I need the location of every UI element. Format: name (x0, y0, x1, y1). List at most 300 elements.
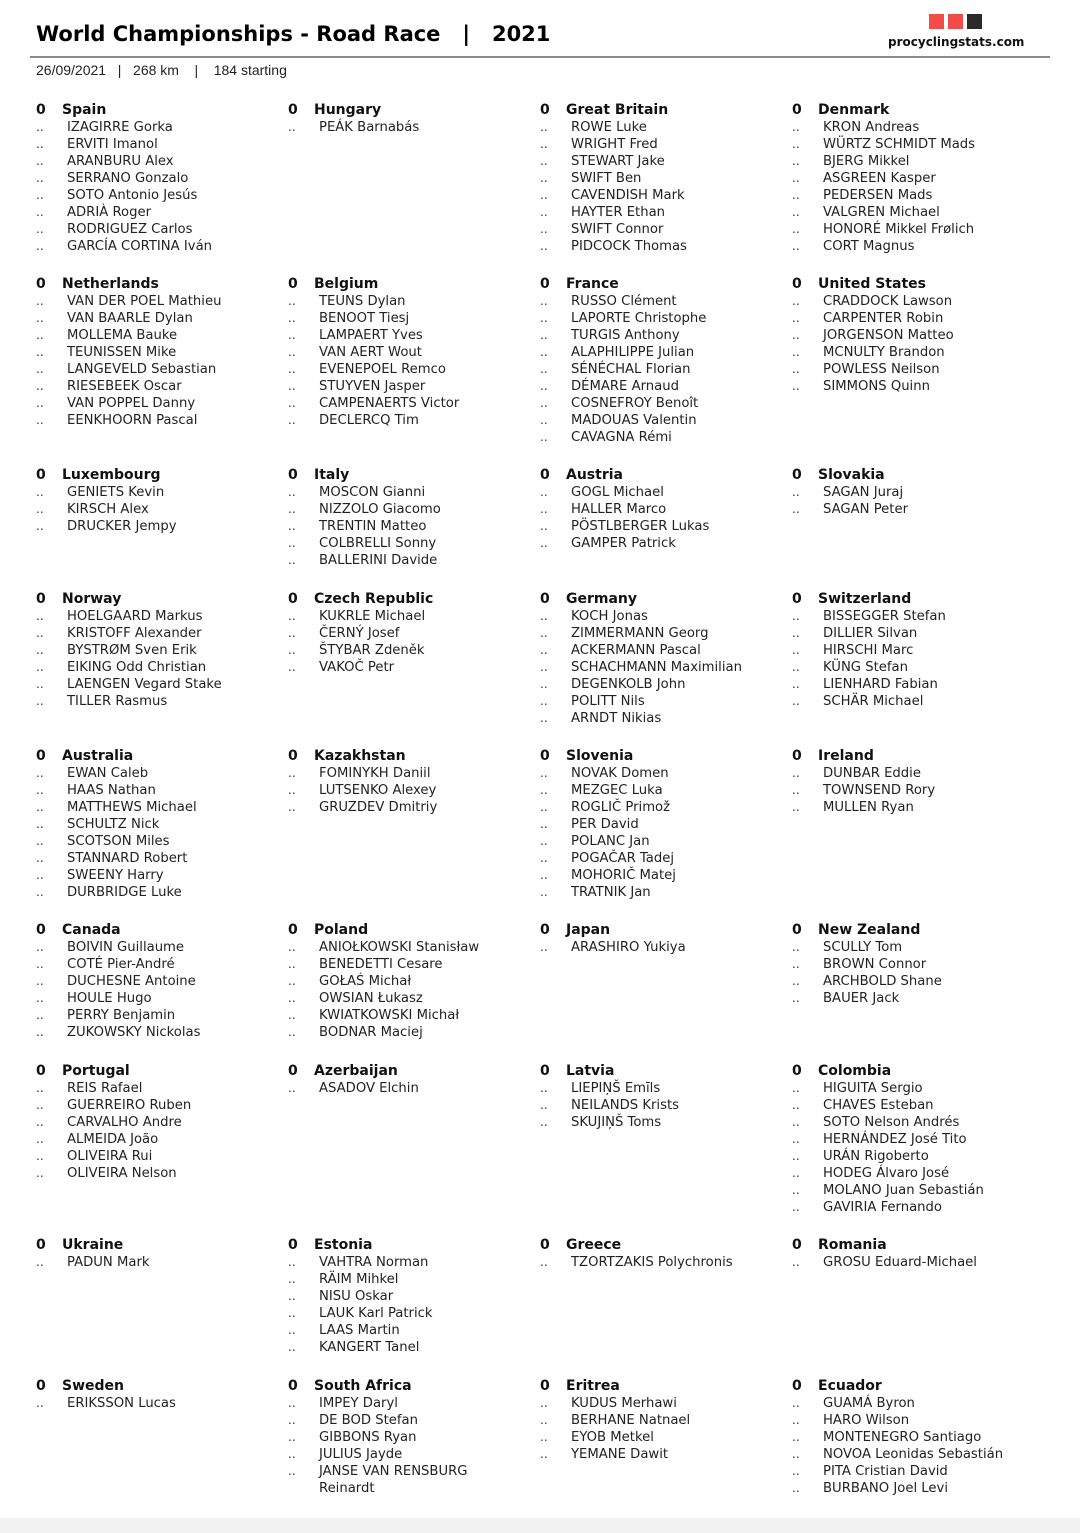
rider-name[interactable]: HAYTER Ethan (571, 205, 666, 220)
rider-position: .. (792, 345, 800, 359)
rider-name[interactable]: SCULLY Tom (823, 940, 903, 955)
rider-name[interactable]: RODRIGUEZ Carlos (67, 222, 193, 237)
rider-position: .. (540, 834, 548, 848)
rider-name[interactable]: CAVENDISH Mark (571, 188, 685, 203)
rider-name[interactable]: ALAPHILIPPE Julian (571, 345, 695, 360)
rider-name[interactable]: ADRIÀ Roger (67, 205, 151, 220)
rider-position: .. (288, 502, 296, 516)
rider-name[interactable]: CARVALHO Andre (67, 1115, 182, 1130)
rider-name[interactable]: RÄIM Mihkel (319, 1272, 399, 1287)
rider-name[interactable]: ZUKOWSKY Nickolas (67, 1025, 201, 1040)
rider-name[interactable]: LIEPIŅŠ Emīls (571, 1081, 661, 1096)
rider-name[interactable]: HODEG Álvaro José (823, 1166, 950, 1181)
rider-row (540, 136, 785, 153)
rider-position: .. (792, 1255, 800, 1269)
team-name[interactable]: Romania (818, 1237, 887, 1253)
rider-name[interactable]: HONORÉ Mikkel Frølich (823, 222, 975, 237)
rider-row (792, 327, 1037, 344)
rider-name[interactable]: ACKERMANN Pascal (571, 643, 701, 658)
rider-name[interactable]: LAAS Martin (319, 1323, 400, 1338)
team-name[interactable]: Eritrea (566, 1378, 620, 1394)
rider-name[interactable]: URÁN Rigoberto (823, 1149, 929, 1164)
team-name[interactable]: Denmark (818, 102, 890, 118)
rider-name[interactable]: BJERG Mikkel (823, 154, 910, 169)
rider-row (792, 1114, 1037, 1131)
team-points: 0 (36, 1378, 46, 1394)
team-header (288, 275, 533, 293)
header-divider (30, 56, 1050, 58)
rider-name[interactable]: SERRANO Gonzalo (67, 171, 189, 186)
site-logo[interactable] (888, 14, 1023, 49)
rider-name[interactable]: TEUNS Dylan (319, 294, 406, 309)
rider-position: .. (792, 1132, 800, 1146)
rider-name[interactable]: HIRSCHI Marc (823, 643, 914, 658)
rider-position: .. (36, 1098, 44, 1112)
rider-name[interactable]: BERHANE Natnael (571, 1413, 691, 1428)
team-name[interactable]: France (566, 276, 619, 292)
rider-name[interactable]: VAN BAARLE Dylan (67, 311, 193, 326)
team-name[interactable]: Colombia (818, 1063, 892, 1079)
rider-name[interactable]: ARCHBOLD Shane (823, 974, 942, 989)
rider-name[interactable]: MOHORIČ Matej (571, 868, 676, 883)
rider-row (36, 187, 281, 204)
rider-name[interactable]: GOGL Michael (571, 485, 664, 500)
rider-name[interactable]: BYSTRØM Sven Erik (67, 643, 197, 658)
rider-row (540, 361, 785, 378)
team-points: 0 (36, 1063, 46, 1079)
rider-name[interactable]: HAAS Nathan (67, 783, 156, 798)
rider-name[interactable]: GOŁAŚ Michał (319, 974, 412, 989)
rider-position: .. (288, 362, 296, 376)
rider-position: .. (792, 991, 800, 1005)
rider-name[interactable]: JULIUS Jayde (319, 1447, 403, 1462)
rider-name[interactable]: BISSEGGER Stefan (823, 609, 946, 624)
rider-name[interactable]: HIGUITA Sergio (823, 1081, 923, 1096)
team-name[interactable]: Great Britain (566, 102, 669, 118)
rider-name[interactable]: MOLANO Juan Sebastián (823, 1183, 984, 1198)
rider-name[interactable]: VAN DER POEL Mathieu (67, 294, 222, 309)
rider-name[interactable]: STEWART Jake (571, 154, 665, 169)
rider-position: .. (36, 1255, 44, 1269)
rider-position: .. (36, 1132, 44, 1146)
rider-name[interactable]: KIRSCH Alex (67, 502, 149, 517)
rider-row (288, 378, 533, 395)
rider-name[interactable]: SCHACHMANN Maximilian (571, 660, 742, 675)
rider-row (792, 1165, 1037, 1182)
rider-name[interactable]: GUAMÁ Byron (823, 1396, 915, 1411)
rider-position: .. (540, 800, 548, 814)
rider-name[interactable]: SOTO Antonio Jesús (67, 188, 198, 203)
rider-row (792, 782, 1037, 799)
rider-name[interactable]: LIENHARD Fabian (823, 677, 938, 692)
rider-name[interactable]: BROWN Connor (823, 957, 927, 972)
rider-name[interactable]: DUCHESNE Antoine (67, 974, 196, 989)
rider-row (288, 799, 533, 816)
rider-name[interactable]: KANGERT Tanel (319, 1340, 420, 1355)
team-name[interactable]: Kazakhstan (314, 748, 406, 764)
team-name[interactable]: Slovakia (818, 467, 885, 483)
rider-name[interactable]: KRISTOFF Alexander (67, 626, 202, 641)
rider-name[interactable]: NISU Oskar (319, 1289, 394, 1304)
rider-name[interactable]: SCOTSON Miles (67, 834, 170, 849)
team-name[interactable]: Norway (62, 591, 122, 607)
rider-name[interactable]: POWLESS Neilson (823, 362, 940, 377)
logo-text: procyclingstats.com (888, 35, 1025, 49)
team-block (36, 921, 281, 1041)
team-name[interactable]: Switzerland (818, 591, 912, 607)
rider-name[interactable]: OWSIAN Łukasz (319, 991, 423, 1006)
rider-name[interactable]: VALGREN Michael (823, 205, 940, 220)
rider-name[interactable]: DURBRIDGE Luke (67, 885, 182, 900)
rider-name[interactable]: KRON Andreas (823, 120, 920, 135)
rider-name[interactable]: SKUJIŅŠ Toms (571, 1115, 662, 1130)
rider-name[interactable]: ARANBURU Alex (67, 154, 174, 169)
rider-name[interactable]: LAPORTE Christophe (571, 311, 707, 326)
rider-name[interactable]: ARASHIRO Yukiya (571, 940, 686, 955)
rider-name[interactable]: KÜNG Stefan (823, 660, 908, 675)
rider-name[interactable]: BURBANO Joel Levi (823, 1481, 948, 1496)
rider-name[interactable]: POLITT Nils (571, 694, 645, 709)
rider-name[interactable]: EENKHOORN Pascal (67, 413, 198, 428)
rider-name[interactable]: SOTO Nelson Andrés (823, 1115, 960, 1130)
rider-name[interactable]: DEGENKOLB John (571, 677, 686, 692)
rider-position: .. (36, 783, 44, 797)
rider-name[interactable]: ASGREEN Kasper (823, 171, 936, 186)
team-points: 0 (792, 748, 802, 764)
rider-name[interactable]: COLBRELLI Sonny (319, 536, 437, 551)
rider-row (36, 484, 281, 501)
rider-name[interactable]: COTÉ Pier-André (67, 957, 175, 972)
rider-name[interactable]: STUYVEN Jasper (319, 379, 426, 394)
rider-row (36, 310, 281, 327)
rider-name[interactable]: PADUN Mark (67, 1255, 150, 1270)
rider-row (540, 310, 785, 327)
rider-position: .. (288, 1306, 296, 1320)
team-name[interactable]: Belgium (314, 276, 379, 292)
team-name[interactable]: Ireland (818, 748, 874, 764)
rider-row (792, 344, 1037, 361)
team-points: 0 (792, 1378, 802, 1394)
rider-name[interactable]: ČERNÝ Josef (319, 626, 400, 641)
rider-name[interactable]: TRATNIK Jan (571, 885, 651, 900)
rider-name[interactable]: BOIVIN Guillaume (67, 940, 185, 955)
rider-name[interactable]: EWAN Caleb (67, 766, 149, 781)
team-name[interactable]: Spain (62, 102, 107, 118)
rider-name[interactable]: TURGIS Anthony (571, 328, 680, 343)
team-name[interactable]: Czech Republic (314, 591, 434, 607)
rider-position: .. (288, 536, 296, 550)
rider-name[interactable]: ASADOV Elchin (319, 1081, 419, 1096)
rider-name[interactable]: PEÁK Barnabás (319, 120, 420, 135)
rider-position: .. (540, 430, 548, 444)
rider-name[interactable]: BENOOT Tiesj (319, 311, 410, 326)
team-points: 0 (36, 748, 46, 764)
team-name[interactable]: Slovenia (566, 748, 634, 764)
rider-row (36, 327, 281, 344)
team-block (540, 1062, 785, 1131)
rider-position: .. (288, 1255, 296, 1269)
rider-row (36, 1007, 281, 1024)
rider-name[interactable]: CARPENTER Robin (823, 311, 944, 326)
rider-name[interactable]: ERIKSSON Lucas (67, 1396, 176, 1411)
rider-name[interactable]: GRUZDEV Dmitriy (319, 800, 438, 815)
rider-position: .. (540, 660, 548, 674)
rider-name[interactable]: DRUCKER Jempy (67, 519, 177, 534)
rider-name[interactable]: IMPEY Daryl (319, 1396, 398, 1411)
rider-name[interactable]: DE BOD Stefan (319, 1413, 418, 1428)
rider-name[interactable]: TRENTIN Matteo (319, 519, 427, 534)
rider-name[interactable]: POLANC Jan (571, 834, 650, 849)
rider-position: .. (36, 137, 44, 151)
rider-name[interactable]: SÉNÉCHAL Florian (571, 362, 691, 377)
rider-position: .. (540, 1396, 548, 1410)
rider-name[interactable]: IZAGIRRE Gorka (67, 120, 173, 135)
rider-name[interactable]: DUNBAR Eddie (823, 766, 921, 781)
rider-row (36, 1024, 281, 1041)
rider-name[interactable]: PEDERSEN Mads (823, 188, 933, 203)
rider-position: .. (36, 643, 44, 657)
rider-name[interactable]: OLIVEIRA Nelson (67, 1166, 177, 1181)
rider-position: .. (36, 311, 44, 325)
team-name[interactable]: United States (818, 276, 926, 292)
rider-name[interactable]: CRADDOCK Lawson (823, 294, 953, 309)
rider-name[interactable]: ŠTYBAR Zdeněk (319, 643, 425, 658)
rider-name[interactable]: HOULE Hugo (67, 991, 152, 1006)
team-name[interactable]: Australia (62, 748, 134, 764)
rider-name[interactable]: SCHÄR Michael (823, 694, 924, 709)
rider-position: .. (36, 1166, 44, 1180)
rider-row (36, 782, 281, 799)
rider-name[interactable]: FOMINYKH Daniil (319, 766, 431, 781)
rider-position: .. (540, 205, 548, 219)
rider-name[interactable]: SWEENY Harry (67, 868, 164, 883)
rider-row (288, 361, 533, 378)
rider-name[interactable]: EIKING Odd Christian (67, 660, 207, 675)
rider-name[interactable]: GAVIRIA Fernando (823, 1200, 942, 1215)
rider-name[interactable]: NEILANDS Krists (571, 1098, 679, 1113)
rider-name[interactable]: JORGENSON Matteo (823, 328, 954, 343)
rider-row (540, 1395, 785, 1412)
rider-name[interactable]: CAVAGNA Rémi (571, 430, 672, 445)
rider-name[interactable]: BALLERINI Davide (319, 553, 438, 568)
rider-name[interactable]: PIDCOCK Thomas (571, 239, 687, 254)
rider-name[interactable]: GAMPER Patrick (571, 536, 676, 551)
rider-name[interactable]: VAKOČ Petr (319, 660, 395, 675)
rider-name[interactable]: DILLIER Silvan (823, 626, 918, 641)
rider-name[interactable]: TZORTZAKIS Polychronis (571, 1255, 733, 1270)
rider-name[interactable]: MADOUAS Valentin (571, 413, 697, 428)
team-name[interactable]: Austria (566, 467, 623, 483)
team-block (36, 466, 281, 535)
team-name[interactable]: New Zealand (818, 922, 921, 938)
rider-name[interactable]: ROWE Luke (571, 120, 647, 135)
rider-row (288, 1080, 533, 1097)
rider-position: .. (540, 536, 548, 550)
rider-name[interactable]: LAUK Karl Patrick (319, 1306, 433, 1321)
team-name[interactable]: Netherlands (62, 276, 159, 292)
rider-row (792, 642, 1037, 659)
rider-name[interactable]: LAMPAERT Yves (319, 328, 423, 343)
team-name[interactable]: Poland (314, 922, 369, 938)
rider-name[interactable]: SIMMONS Quinn (823, 379, 930, 394)
rider-row (792, 310, 1037, 327)
rider-name[interactable]: BENEDETTI Cesare (319, 957, 443, 972)
rider-name[interactable]: WRIGHT Fred (571, 137, 658, 152)
rider-name[interactable]: TOWNSEND Rory (823, 783, 936, 798)
rider-name[interactable]: ZIMMERMANN Georg (571, 626, 709, 641)
rider-name[interactable]: MCNULTY Brandon (823, 345, 945, 360)
rider-name[interactable]: TILLER Rasmus (67, 694, 168, 709)
team-name[interactable]: Luxembourg (62, 467, 161, 483)
rider-name[interactable]: GENIETS Kevin (67, 485, 165, 500)
team-points: 0 (792, 922, 802, 938)
rider-row (36, 608, 281, 625)
team-header (540, 275, 785, 293)
rider-name[interactable]: CHAVES Esteban (823, 1098, 934, 1113)
team-name[interactable]: Hungary (314, 102, 382, 118)
rider-row (792, 1429, 1037, 1446)
rider-name[interactable]: GUERREIRO Ruben (67, 1098, 192, 1113)
rider-position: .. (540, 766, 548, 780)
rider-position: .. (288, 609, 296, 623)
rider-name[interactable]: PITA Cristian David (823, 1464, 948, 1479)
rider-name[interactable]: MONTENEGRO Santiago (823, 1430, 982, 1445)
rider-name[interactable]: JANSE VAN RENSBURG Reinardt (319, 1464, 468, 1496)
rider-row (540, 344, 785, 361)
rider-position: .. (288, 485, 296, 499)
rider-name[interactable]: EYOB Metkel (571, 1430, 654, 1445)
rider-name[interactable]: OLIVEIRA Rui (67, 1149, 153, 1164)
rider-name[interactable]: MOLLEMA Bauke (67, 328, 178, 343)
rider-name[interactable]: GARCÍA CORTINA Iván (67, 239, 213, 254)
rider-name[interactable]: VAHTRA Norman (319, 1255, 429, 1270)
team-block (792, 1377, 1037, 1497)
team-name[interactable]: Ukraine (62, 1237, 124, 1253)
rider-name[interactable]: MOSCON Gianni (319, 485, 426, 500)
team-name[interactable]: Germany (566, 591, 638, 607)
team-name[interactable]: Japan (566, 922, 611, 938)
rider-name[interactable]: LUTSENKO Alexey (319, 783, 437, 798)
rider-name[interactable]: BAUER Jack (823, 991, 900, 1006)
rider-name[interactable]: EVENEPOEL Remco (319, 362, 446, 377)
rider-name[interactable]: KOCH Jonas (571, 609, 648, 624)
rider-name[interactable]: MEZGEC Luka (571, 783, 663, 798)
rider-row (540, 867, 785, 884)
rider-name[interactable]: COSNEFROY Benoît (571, 396, 699, 411)
rider-name[interactable]: HARO Wilson (823, 1413, 910, 1428)
rider-name[interactable]: NOVOA Leonidas Sebastián (823, 1447, 1004, 1462)
rider-name[interactable]: DÉMARE Arnaud (571, 379, 679, 394)
rider-name[interactable]: GROSU Eduard-Michael (823, 1255, 977, 1270)
rider-name[interactable]: MULLEN Ryan (823, 800, 914, 815)
rider-row (540, 799, 785, 816)
rider-name[interactable]: MATTHEWS Michael (67, 800, 197, 815)
rider-name[interactable]: SWIFT Connor (571, 222, 664, 237)
rider-name[interactable]: SAGAN Juraj (823, 485, 904, 500)
rider-name[interactable]: SCHULTZ Nick (67, 817, 160, 832)
rider-name[interactable]: ROGLIČ Primož (571, 800, 671, 815)
rider-row (540, 429, 785, 446)
rider-name[interactable]: HALLER Marco (571, 502, 667, 517)
rider-row (540, 153, 785, 170)
rider-name[interactable]: LAENGEN Vegard Stake (67, 677, 222, 692)
rider-name[interactable]: VAN AERT Wout (319, 345, 422, 360)
rider-name[interactable]: CAMPENAERTS Victor (319, 396, 460, 411)
rider-name[interactable]: RUSSO Clément (571, 294, 677, 309)
rider-position: .. (792, 766, 800, 780)
rider-name[interactable]: NIZZOLO Giacomo (319, 502, 441, 517)
rider-name[interactable]: LANGEVELD Sebastian (67, 362, 217, 377)
rider-name[interactable]: ERVITI Imanol (67, 137, 158, 152)
team-name[interactable]: Ecuador (818, 1378, 882, 1394)
team-name[interactable]: Portugal (62, 1063, 130, 1079)
rider-name[interactable]: ALMEIDA João (67, 1132, 159, 1147)
rider-name[interactable]: ARNDT Nikias (571, 711, 662, 726)
rider-name[interactable]: WÜRTZ SCHMIDT Mads (823, 137, 976, 152)
team-block (288, 921, 533, 1041)
rider-position: .. (792, 609, 800, 623)
team-name[interactable]: Estonia (314, 1237, 373, 1253)
rider-row (792, 1080, 1037, 1097)
rider-name[interactable]: YEMANE Dawit (571, 1447, 669, 1462)
team-block (540, 101, 785, 255)
rider-position: .. (792, 800, 800, 814)
rider-name[interactable]: PÖSTLBERGER Lukas (571, 519, 710, 534)
team-points: 0 (540, 748, 550, 764)
rider-name[interactable]: NOVAK Domen (571, 766, 669, 781)
rider-name[interactable]: VAN POPPEL Danny (67, 396, 196, 411)
rider-name[interactable]: BODNAR Maciej (319, 1025, 423, 1040)
rider-name[interactable]: HOELGAARD Markus (67, 609, 203, 624)
team-name[interactable]: Canada (62, 922, 121, 938)
rider-position: .. (288, 1008, 296, 1022)
rider-name[interactable]: KUKRLE Michael (319, 609, 426, 624)
rider-name[interactable]: DECLERCQ Tim (319, 413, 419, 428)
rider-name[interactable]: TEUNISSEN Mike (67, 345, 177, 360)
team-name[interactable]: Azerbaijan (314, 1063, 398, 1079)
rider-position: .. (288, 1081, 296, 1095)
rider-row (36, 412, 281, 429)
rider-name[interactable]: REIS Rafael (67, 1081, 143, 1096)
rider-name[interactable]: CORT Magnus (823, 239, 915, 254)
rider-name[interactable]: PER David (571, 817, 639, 832)
rider-name[interactable]: POGAČAR Tadej (571, 851, 675, 866)
rider-position: .. (288, 660, 296, 674)
team-points: 0 (792, 1063, 802, 1079)
rider-row (540, 1254, 785, 1271)
rider-name[interactable]: GIBBONS Ryan (319, 1430, 417, 1445)
team-name[interactable]: Sweden (62, 1378, 124, 1394)
rider-name[interactable]: HERNÁNDEZ José Tito (823, 1132, 967, 1147)
team-name[interactable]: Latvia (566, 1063, 615, 1079)
rider-name[interactable]: STANNARD Robert (67, 851, 188, 866)
rider-row (36, 1114, 281, 1131)
team-header (792, 747, 1037, 765)
team-block (36, 747, 281, 901)
rider-name[interactable]: PERRY Benjamin (67, 1008, 176, 1023)
rider-row (792, 693, 1037, 710)
rider-name[interactable]: RIESEBEEK Oscar (67, 379, 182, 394)
rider-name[interactable]: SWIFT Ben (571, 171, 642, 186)
rider-name[interactable]: SAGAN Peter (823, 502, 909, 517)
rider-name[interactable]: KWIATKOWSKI Michał (319, 1008, 460, 1023)
rider-name[interactable]: ANIOŁKOWSKI Stanisław (319, 940, 480, 955)
team-name[interactable]: South Africa (314, 1378, 412, 1394)
team-name[interactable]: Greece (566, 1237, 622, 1253)
rider-name[interactable]: KUDUS Merhawi (571, 1396, 677, 1411)
rider-position: .. (540, 1081, 548, 1095)
team-name[interactable]: Italy (314, 467, 350, 483)
